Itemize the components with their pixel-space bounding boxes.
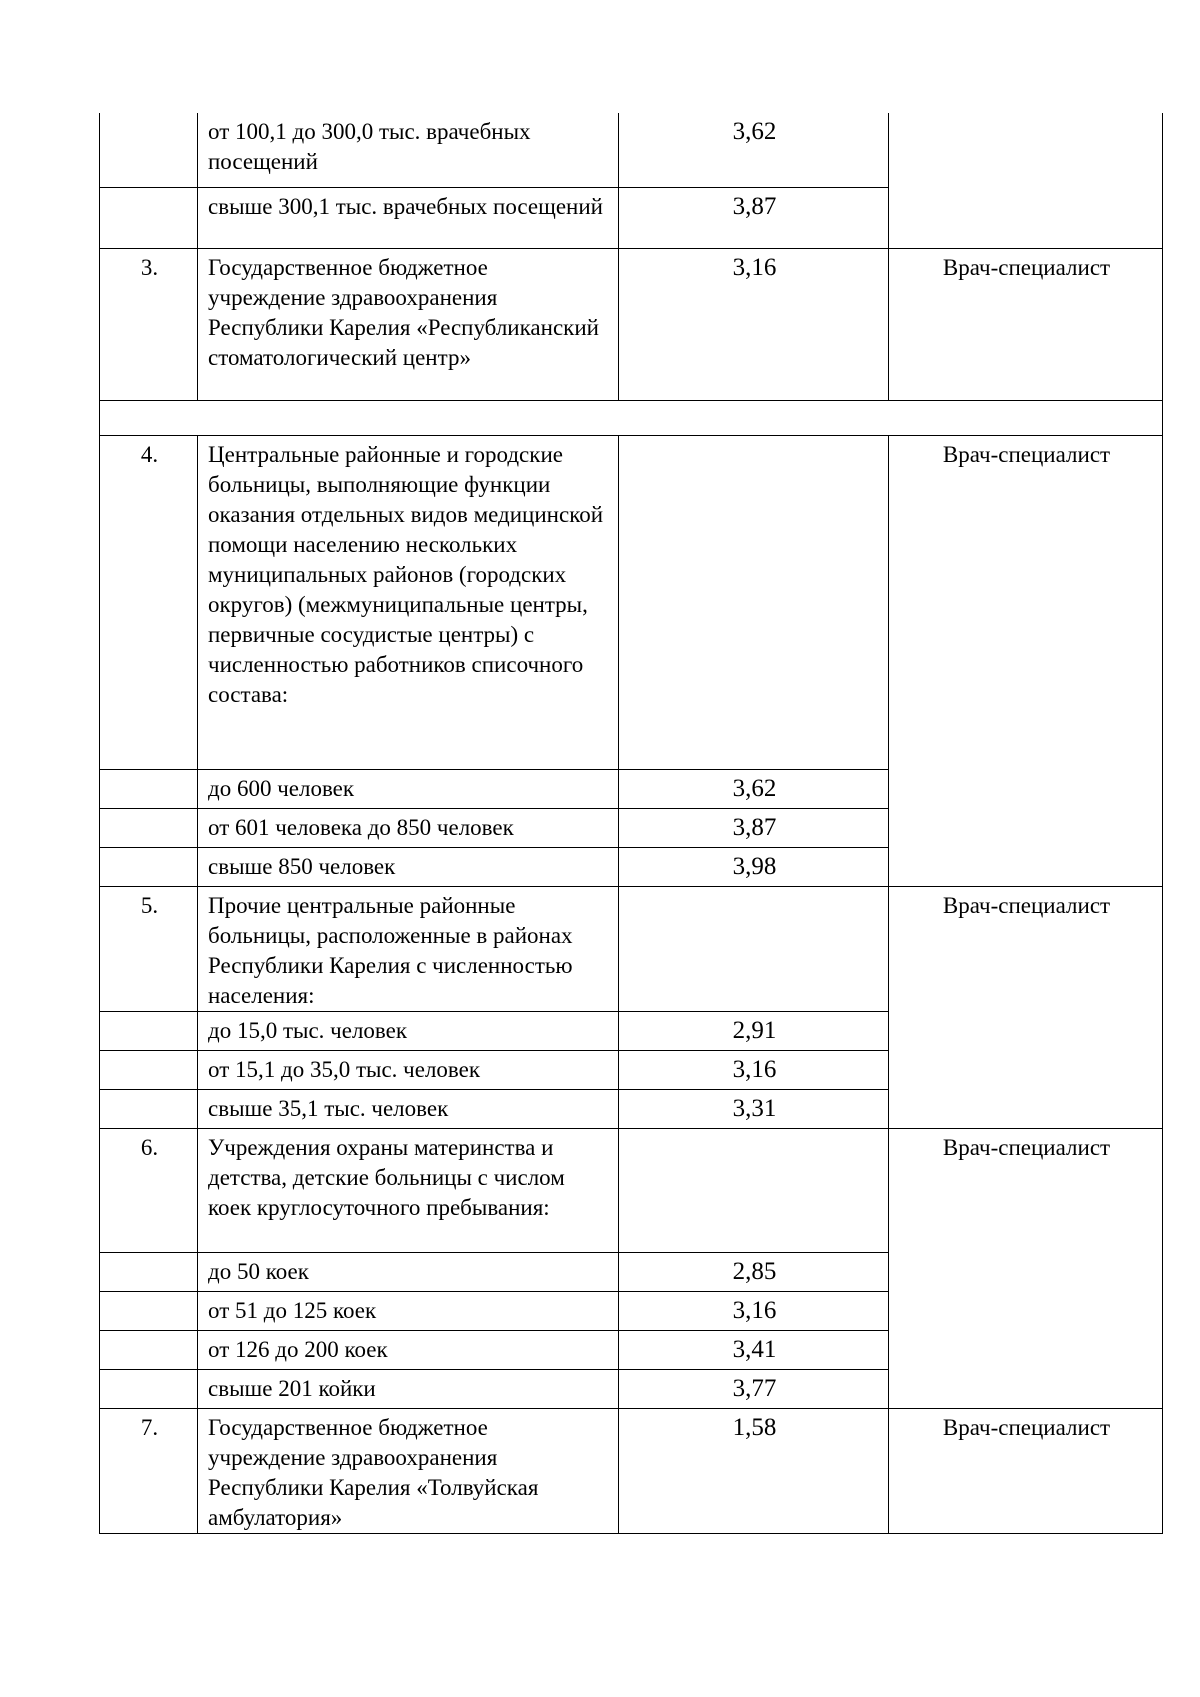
row-value: 3,77 bbox=[619, 1369, 889, 1408]
row-value: 3,16 bbox=[619, 1050, 889, 1089]
empty-row bbox=[100, 400, 1163, 435]
row-value: 2,91 bbox=[619, 1011, 889, 1050]
row-position: Врач-специалист bbox=[889, 435, 1163, 886]
row-position: Врач-специалист bbox=[889, 248, 1163, 400]
table-row bbox=[100, 248, 1163, 400]
row-name: от 51 до 125 коек bbox=[198, 1291, 619, 1330]
table-row bbox=[100, 435, 1163, 769]
empty-cell bbox=[100, 400, 1163, 435]
table-row bbox=[100, 886, 1163, 1011]
row-number bbox=[100, 808, 198, 847]
row-name: от 601 человека до 850 человек bbox=[198, 808, 619, 847]
table-row bbox=[100, 113, 1163, 187]
row-name: до 15,0 тыс. человек bbox=[198, 1011, 619, 1050]
row-number: 6. bbox=[100, 1128, 198, 1252]
row-value: 3,16 bbox=[619, 1291, 889, 1330]
row-number: 7. bbox=[100, 1408, 198, 1533]
row-value: 3,62 bbox=[619, 113, 889, 187]
row-value: 3,16 bbox=[619, 248, 889, 400]
row-number bbox=[100, 769, 198, 808]
row-position: Врач-специалист bbox=[889, 1408, 1163, 1533]
row-value bbox=[619, 435, 889, 769]
row-number: 4. bbox=[100, 435, 198, 769]
row-value bbox=[619, 1128, 889, 1252]
row-value bbox=[619, 886, 889, 1011]
row-value: 3,98 bbox=[619, 847, 889, 886]
row-position: Врач-специалист bbox=[889, 886, 1163, 1128]
row-name: свыше 850 человек bbox=[198, 847, 619, 886]
row-value: 3,87 bbox=[619, 808, 889, 847]
row-value: 3,87 bbox=[619, 187, 889, 248]
row-value: 2,85 bbox=[619, 1252, 889, 1291]
row-value: 3,41 bbox=[619, 1330, 889, 1369]
row-position: Врач-специалист bbox=[889, 1128, 1163, 1408]
coefficients-table bbox=[99, 113, 1163, 1534]
table-row bbox=[100, 1128, 1163, 1252]
row-position bbox=[889, 113, 1163, 248]
row-name: от 126 до 200 коек bbox=[198, 1330, 619, 1369]
row-number bbox=[100, 1369, 198, 1408]
row-number: 5. bbox=[100, 886, 198, 1011]
row-name: от 15,1 до 35,0 тыс. человек bbox=[198, 1050, 619, 1089]
row-number bbox=[100, 847, 198, 886]
row-name: Прочие центральные районные больницы, расположенные в районах Республики Карелия с численностью населения: bbox=[198, 886, 619, 1011]
row-name: Государственное бюджетное учреждение здравоохранения Республики Карелия «Толвуйская амбулатория» bbox=[198, 1408, 619, 1533]
row-number bbox=[100, 1330, 198, 1369]
row-name: Центральные районные и городские больницы, выполняющие функции оказания отдельных видов медицинской помощи населению нескольких муниципальных районов (городских округов) (межмуниципальные центры, первичные сосудистые центры) с численностью работников списочного состава: bbox=[198, 435, 619, 769]
row-number bbox=[100, 1252, 198, 1291]
row-number bbox=[100, 1089, 198, 1128]
row-name: Учреждения охраны материнства и детства, детские больницы с числом коек круглосуточного пребывания: bbox=[198, 1128, 619, 1252]
row-name: до 50 коек bbox=[198, 1252, 619, 1291]
row-number bbox=[100, 1011, 198, 1050]
row-number bbox=[100, 113, 198, 187]
row-number bbox=[100, 1050, 198, 1089]
row-number bbox=[100, 187, 198, 248]
row-name: свыше 35,1 тыс. человек bbox=[198, 1089, 619, 1128]
row-value: 3,31 bbox=[619, 1089, 889, 1128]
row-name: до 600 человек bbox=[198, 769, 619, 808]
row-name: свыше 201 койки bbox=[198, 1369, 619, 1408]
row-number: 3. bbox=[100, 248, 198, 400]
row-value: 3,62 bbox=[619, 769, 889, 808]
row-name: Государственное бюджетное учреждение здравоохранения Республики Карелия «Республиканский стоматологический центр» bbox=[198, 248, 619, 400]
row-value: 1,58 bbox=[619, 1408, 889, 1533]
table-row bbox=[100, 1408, 1163, 1533]
row-name: от 100,1 до 300,0 тыс. врачебных посещений bbox=[198, 113, 619, 187]
row-name: свыше 300,1 тыс. врачебных посещений bbox=[198, 187, 619, 248]
row-number bbox=[100, 1291, 198, 1330]
